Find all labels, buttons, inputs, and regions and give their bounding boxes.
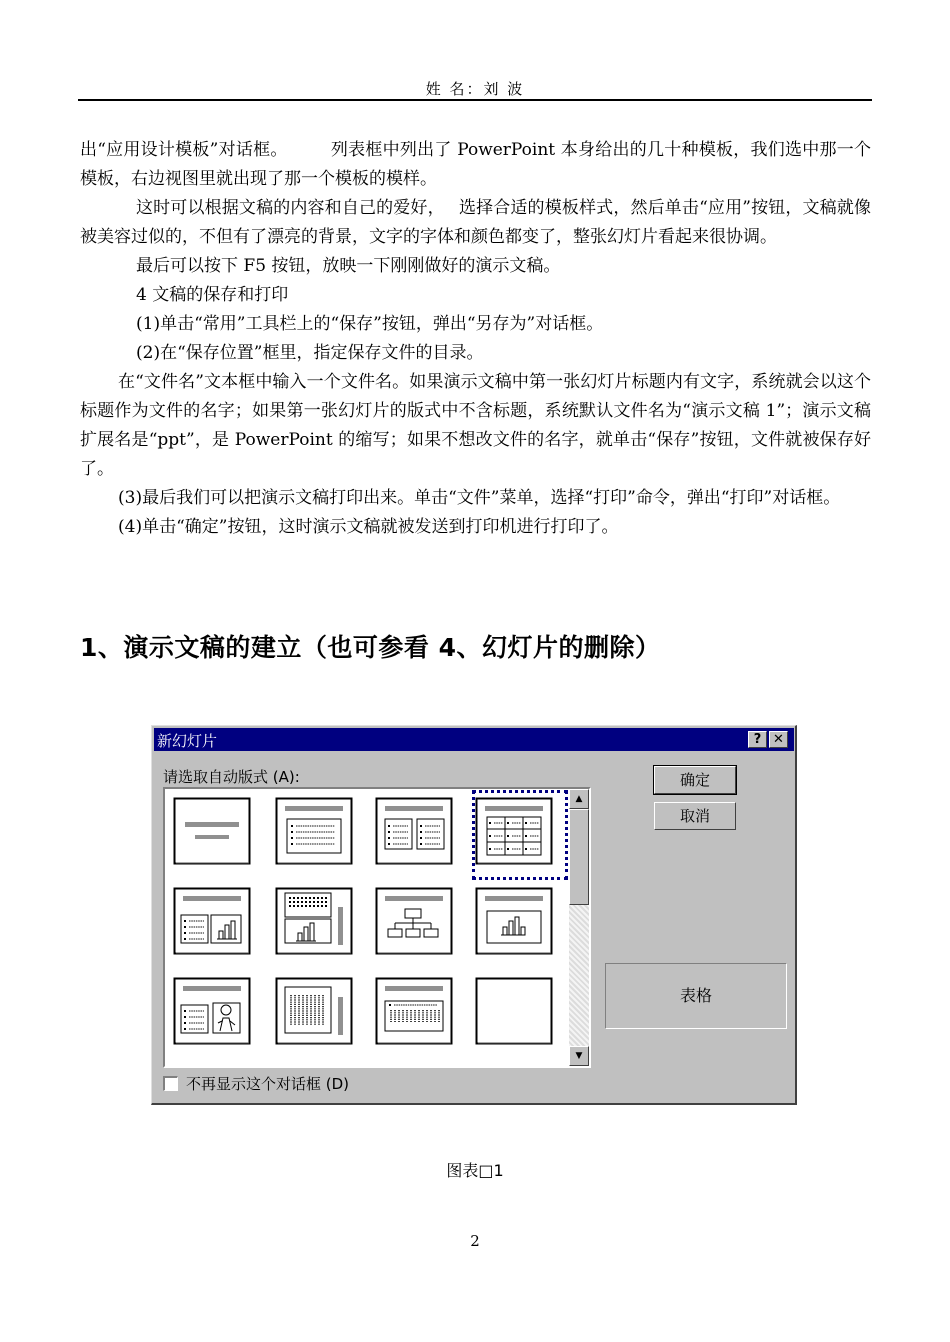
- figure-caption: 图表□1: [446, 1161, 504, 1180]
- scroll-thumb[interactable]: [569, 809, 589, 905]
- paragraph: 在“文件名”文本框中输入一个文件名。如果演示文稿中第一张幻灯片标题内有文字，系统就会以这个标题作为文件的名字；如果第一张幻灯片的版式中不含标题，系统默认文件名为“演示文稿 1”；演示文稿扩展名是“ppt”，是 PowerPoint 的缩写；如果不想改文件的名字，就单击“保存”按钮，文件就被保存好了。: [80, 372, 871, 479]
- paragraph: (3)最后我们可以把演示文稿打印出来。单击“文件”菜单，选择“打印”命令，弹出“打印”对话框。: [118, 488, 841, 508]
- cancel-button[interactable]: 取消: [654, 802, 736, 830]
- page-header: 姓 名：刘 波: [425, 80, 525, 98]
- help-button[interactable]: ?: [748, 731, 767, 748]
- layout-preview-label: 表格: [605, 963, 787, 1029]
- dont-show-checkbox[interactable]: [163, 1076, 178, 1091]
- header-rule: [78, 99, 872, 101]
- paragraph: (2)在“保存位置”框里，指定保存文件的目录。: [136, 343, 484, 363]
- section-title: 4 文稿的保存和打印: [136, 285, 289, 305]
- section-heading: 1、演示文稿的建立（也可参看 4、幻灯片的删除）: [80, 633, 661, 662]
- clip-art-and-text-layout-icon[interactable]: [275, 977, 353, 1045]
- body-text: [80, 136, 871, 542]
- paragraph: (1)单击“常用”工具栏上的“保存”按钮，弹出“另存为”对话框。: [136, 314, 604, 334]
- title-only-layout-icon[interactable]: [375, 977, 453, 1045]
- chart-layout-icon[interactable]: [475, 887, 553, 955]
- chart-and-text-layout-icon[interactable]: [275, 887, 353, 955]
- dialog-titlebar: [154, 728, 794, 751]
- selection-focus-rect: [472, 790, 568, 880]
- text-and-chart-layout-icon[interactable]: [173, 887, 251, 955]
- new-slide-dialog: [151, 725, 797, 1105]
- listbox-scrollbar[interactable]: [569, 789, 589, 1066]
- organization-chart-layout-icon[interactable]: [375, 887, 453, 955]
- text-and-clip-art-layout-icon[interactable]: [173, 977, 251, 1045]
- scroll-up-button[interactable]: ▲: [569, 789, 589, 809]
- layout-prompt-label: 请选取自动版式 (A):: [163, 768, 300, 786]
- ok-button[interactable]: 确定: [654, 766, 736, 794]
- paragraph: 最后可以按下 F5 按钮，放映一下刚刚做好的演示文稿。: [136, 256, 561, 276]
- page-number: 2: [470, 1232, 480, 1250]
- paragraph: 这时可以根据文稿的内容和自己的爱好， 选择合适的模板样式，然后单击“应用”按钮，文稿就像被美容过似的，不但有了漂亮的背景，文字的字体和颜色都变了，整张幻灯片看起来很协调。: [80, 198, 871, 247]
- dont-show-checkbox-label[interactable]: 不再显示这个对话框 (D): [186, 1075, 350, 1093]
- bulleted-list-layout-icon[interactable]: [275, 797, 353, 865]
- layout-listbox[interactable]: [163, 787, 591, 1068]
- title-slide-layout-icon[interactable]: [173, 797, 251, 865]
- paragraph: (4)单击“确定”按钮，这时演示文稿就被发送到打印机进行打印了。: [118, 517, 619, 537]
- paragraph: 出“应用设计模板”对话框。 列表框中列出了 PowerPoint 本身给出的几十种模板，我们选中那一个模板，右边视图里就出现了那一个模板的模样。: [80, 140, 871, 189]
- close-button[interactable]: ✕: [769, 731, 788, 748]
- dialog-title: 新幻灯片: [157, 732, 218, 750]
- blank-layout-icon[interactable]: [475, 977, 553, 1045]
- scroll-down-button[interactable]: ▼: [569, 1046, 589, 1066]
- two-column-text-layout-icon[interactable]: [375, 797, 453, 865]
